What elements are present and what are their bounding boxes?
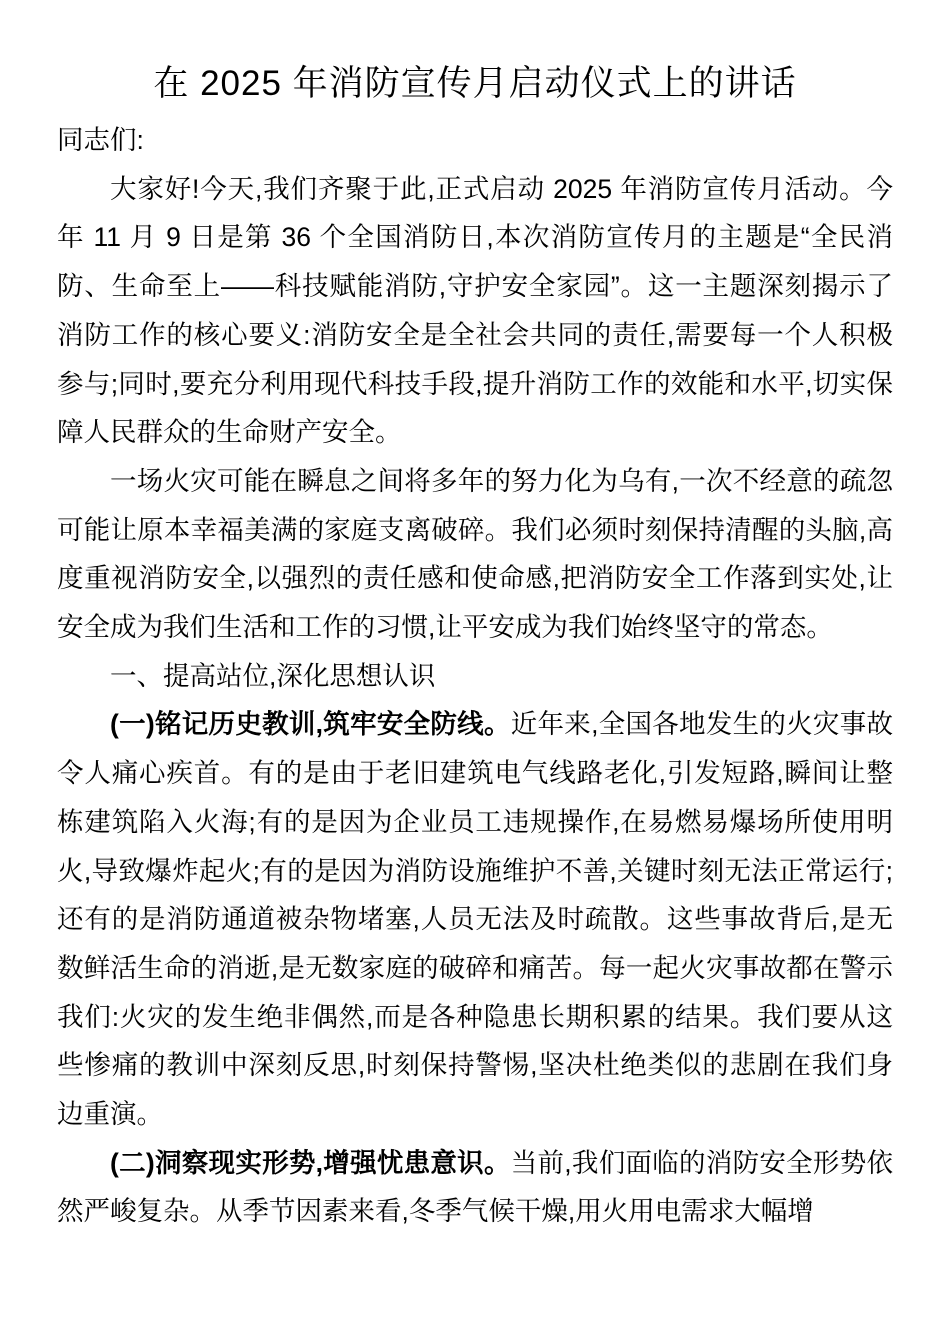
document-title: 在 2025 年消防宣传月启动仪式上的讲话 <box>153 64 797 103</box>
subsection-1-lead: (一)铭记历史教训,筑牢安全防线。 <box>110 709 511 740</box>
paragraph-subsection-1 <box>57 700 893 1138</box>
subsection-1-text: 近年来,全国各地发生的火灾事故令人痛心疾首。有的是由于老旧建筑电气线路老化,引发短路,瞬间让整栋建筑陷入火海;有的是因为企业员工违规操作,在易燃易爆场所使用明火,导致爆炸起火;有的是因为消防设施维护不善,关键时刻无法正常运行;还有的是消防通道被杂物堵塞,人员无法及时疏散。这些事故背后,是无数鲜活生命的消逝,是无数家庭的破碎和痛苦。每一起火灾事故都在警示我们:火灾的发生绝非偶然,而是各种隐患长期积累的结果。我们要从这些惨痛的教训中深刻反思,时刻保持警惕,坚决杜绝类似的悲剧在我们身边重演。 <box>57 709 893 1130</box>
section-heading-1: 一、提高站位,深化思想认识 <box>110 660 436 691</box>
paragraph-intro: 大家好!今天,我们齐聚于此,正式启动 2025 年消防宣传月活动。今年 11 月 9 日是第 36 个全国消防日,本次消防宣传月的主题是“全民消防、生命至上——科技赋能消防,守护安全家园”。这一主题深刻揭示了消防工作的核心要义:消防安全是全社会共同的责任,需要每一个人积极参与;同时,要充分利用现代科技手段,提升消防工作的效能和水平,切实保障人民群众的生命财产安全。 <box>57 173 893 448</box>
subsection-2-lead: (二)洞察现实形势,增强忧患意识。 <box>110 1147 511 1178</box>
subsection-2-text: 当前,我们面临的消防安全形势依然严峻复杂。从季节因素来看,冬季气候干燥,用火用电需求大幅增 <box>57 1147 893 1227</box>
paragraph-subsection-2 <box>57 1139 893 1236</box>
paragraph-fire-impact: 一场火灾可能在瞬息之间将多年的努力化为乌有,一次不经意的疏忽可能让原本幸福美满的家庭支离破碎。我们必须时刻保持清醒的头脑,高度重视消防安全,以强烈的责任感和使命感,把消防安全工作落到实处,让安全成为我们生活和工作的习惯,让平安成为我们始终坚守的常态。 <box>57 465 893 643</box>
salutation: 同志们: <box>57 125 144 155</box>
